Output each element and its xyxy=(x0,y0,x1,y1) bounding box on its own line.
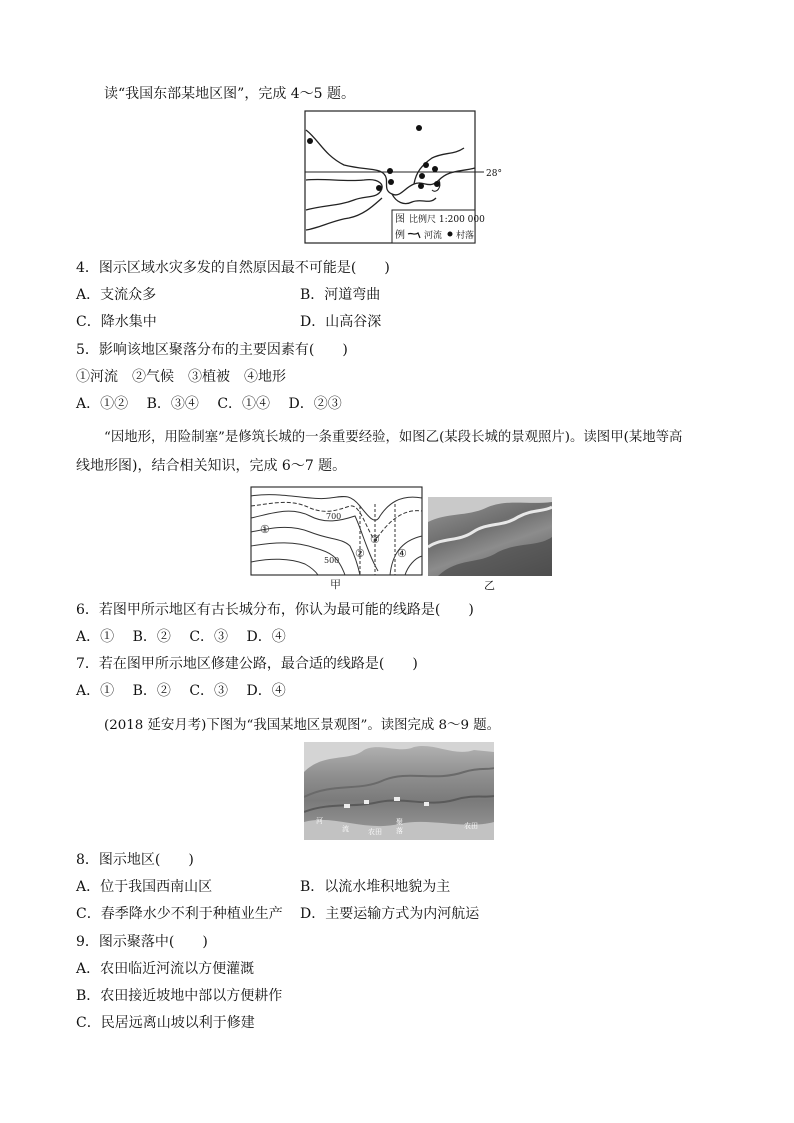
q5-options xyxy=(76,394,342,414)
q4-option-b: B．河道弯曲 xyxy=(300,287,381,303)
legend-title-2: 例 xyxy=(395,230,405,241)
contour-label-500: 500 xyxy=(324,556,340,565)
q8-option-a: A．位于我国西南山区 xyxy=(76,879,213,895)
village-dot xyxy=(418,183,424,189)
region-map-figure xyxy=(304,110,504,245)
contour-map-figure xyxy=(250,486,424,590)
contour-label-700: 700 xyxy=(326,512,342,521)
q4-option-a: A．支流众多 xyxy=(76,287,157,303)
village-dot xyxy=(419,173,425,179)
legend-river-label: 河流 xyxy=(424,231,443,241)
q4-option-d: D．山高谷深 xyxy=(300,314,382,330)
landscape-label-liu: 流 xyxy=(342,825,349,833)
route-1-label: ① xyxy=(260,523,270,536)
q7-option-d: D．④ xyxy=(246,683,286,699)
intro-text-2b: 线地形图)，结合相关知识，完成 6～7 题。 xyxy=(76,458,347,474)
great-wall-photo xyxy=(428,497,552,576)
q6-option-d: D．④ xyxy=(246,629,286,645)
q4-option-c: C．降水集中 xyxy=(76,314,157,330)
q8-option-d: D．主要运输方式为内河航运 xyxy=(300,906,480,922)
q9-option-a: A．农田临近河流以方便灌溉 xyxy=(76,961,255,977)
village-dot xyxy=(432,166,438,172)
q8-stem: 8．图示地区( ) xyxy=(76,852,194,868)
q6-option-c: C．③ xyxy=(189,629,229,645)
q6-option-b: B．② xyxy=(132,629,171,645)
caption-yi: 乙 xyxy=(484,579,495,592)
q7-option-b: B．② xyxy=(132,683,171,699)
q8-option-b: B．以流水堆积地貌为主 xyxy=(300,879,451,895)
q5-option-c: C．①④ xyxy=(217,396,271,412)
q5-stem: 5．影响该地区聚落分布的主要因素有( ) xyxy=(76,342,348,358)
q5-option-b: B．③④ xyxy=(146,396,199,412)
village-dot xyxy=(388,179,394,185)
q8-option-c: C．春季降水少不利于种植业生产 xyxy=(76,906,283,922)
legend-village-label: 村落 xyxy=(456,231,475,241)
village-dot xyxy=(423,162,429,168)
q7-options xyxy=(76,681,286,701)
legend-title-1: 图 xyxy=(395,214,405,225)
landscape-label-ju: 聚 xyxy=(396,818,403,826)
q5-option-d: D．②③ xyxy=(288,396,342,412)
route-4-label: ④ xyxy=(397,547,407,560)
intro-text-1: 读“我国东部某地区图”，完成 4～5 题。 xyxy=(104,86,356,102)
region-map xyxy=(304,110,504,245)
q7-stem: 7．若在图甲所示地区修建公路，最合适的线路是( ) xyxy=(76,656,418,672)
q9-option-c: C．民居远离山坡以利于修建 xyxy=(76,1015,255,1031)
q7-option-c: C．③ xyxy=(189,683,229,699)
landscape-label-nongtian: 农田 xyxy=(368,828,382,836)
legend-village-symbol xyxy=(448,232,453,237)
q5-factors: ①河流 ②气候 ③植被 ④地形 xyxy=(76,369,286,385)
landscape-label-nongtian-2: 农田 xyxy=(464,822,478,830)
q4-stem: 4．图示区域水灾多发的自然原因最不可能是( ) xyxy=(76,260,390,276)
village-dot xyxy=(387,168,393,174)
village-dot xyxy=(434,181,440,187)
q6-stem: 6．若图甲所示地区有古长城分布，你认为最可能的线路是( ) xyxy=(76,602,474,618)
q6-option-a: A．① xyxy=(76,629,115,645)
q7-option-a: A．① xyxy=(76,683,115,699)
contour-map xyxy=(250,486,424,590)
latitude-label: 28° xyxy=(486,169,502,179)
landscape-label-he: 河 xyxy=(316,817,323,825)
q6-options xyxy=(76,627,286,647)
q9-option-b: B．农田接近坡地中部以方便耕作 xyxy=(76,988,283,1004)
village-dot xyxy=(416,125,422,131)
caption-jia: 甲 xyxy=(330,578,341,590)
route-3-label: ③ xyxy=(370,533,380,546)
village-dot xyxy=(376,185,382,191)
landscape-photo xyxy=(304,742,494,840)
q5-option-a: A．①② xyxy=(76,396,129,412)
intro-text-2a: “因地形，用险制塞”是修筑长城的一条重要经验，如图乙(某段长城的景观照片)。读图甲(某地等高 xyxy=(104,430,683,445)
intro-text-3: (2018 延安月考)下图为“我国某地区景观图”。读图完成 8～9 题。 xyxy=(104,718,501,733)
q9-stem: 9．图示聚落中( ) xyxy=(76,934,208,950)
route-2-label: ② xyxy=(355,547,365,560)
legend-scale: 比例尺 1:200 000 xyxy=(409,215,485,225)
village-dot xyxy=(307,138,313,144)
landscape-label-luo: 落 xyxy=(396,827,403,835)
